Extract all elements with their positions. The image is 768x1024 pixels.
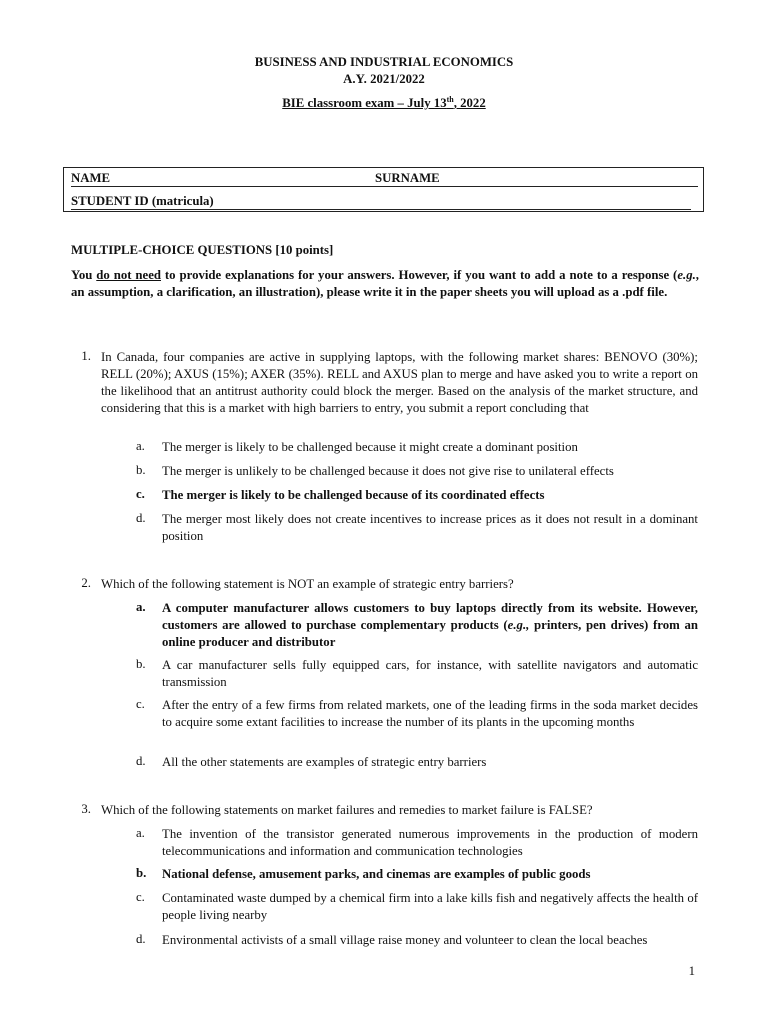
option-text[interactable]: A car manufacturer sells fully equipped cars, for instance, with satellite navigators and automatic transmission (162, 658, 698, 689)
option-text-selected[interactable]: The merger is likely to be challenged because of its coordinated effects (162, 488, 545, 502)
option-letter: c. (136, 697, 145, 711)
option-text[interactable]: The invention of the transistor generated numerous improvements in the production of modern telecommunications and information and communication technologies (162, 827, 698, 858)
question-text: In Canada, four companies are active in supplying laptops, with the following market shares: BENOVO (30%); RELL (20%); AXUS (15%); AXER (35%). RELL and AXUS plan to merge and have asked you to write a report on the likelihood that an antitrust authority could block the merger. Based on the analysis of the market structure, and considering that this is a market with high barriers to entry, you submit a report concluding that (101, 350, 698, 415)
option-letter: a. (136, 826, 145, 840)
exam-title (0, 96, 768, 111)
option-text[interactable]: All the other statements are examples of strategic entry barriers (162, 755, 487, 769)
option-text-pre: A computer manufacturer allows customers to buy laptops directly from its website. However, customers are allowed to purchase complementary products ( (162, 601, 698, 632)
exam-title-sup: th (446, 95, 454, 104)
name-surname-line[interactable] (71, 186, 698, 187)
student-info-box (63, 167, 704, 212)
student-id-line[interactable] (71, 209, 691, 210)
exam-title-suffix: , 2022 (453, 96, 486, 110)
section-intro (71, 267, 699, 301)
question-number: 3. (81, 802, 91, 816)
option-text[interactable]: The merger most likely does not create incentives to increase prices as it does not result in a dominant position (162, 512, 698, 543)
option-letter: b. (136, 657, 146, 671)
surname-label: SURNAME (375, 171, 440, 185)
question-text: Which of the following statements on market failures and remedies to market failure is FALSE? (101, 803, 593, 817)
option-letter: c. (136, 890, 145, 904)
option-text[interactable]: Contaminated waste dumped by a chemical firm into a lake kills fish and negatively affects the health of people living nearby (162, 891, 698, 922)
option-text-eg: e.g., (507, 618, 530, 632)
academic-year: A.Y. 2021/2022 (343, 72, 425, 86)
intro-eg: e.g. (677, 268, 696, 282)
option-text-selected[interactable]: National defense, amusement parks, and cinemas are examples of public goods (162, 867, 591, 881)
option-text[interactable]: After the entry of a few firms from related markets, one of the leading firms in the soda market decides to acquire some extant facilities to increase the number of its plants in the upcoming months (162, 698, 698, 729)
name-label: NAME (71, 171, 111, 185)
option-letter: d. (136, 932, 146, 946)
option-text-selected[interactable] (162, 600, 698, 651)
option-letter: d. (136, 754, 146, 768)
page-number: 1 (688, 964, 695, 978)
intro-underlined: do not need (96, 268, 161, 282)
section-title: MULTIPLE-CHOICE QUESTIONS [10 points] (71, 243, 334, 257)
intro-post: to provide explanations for your answers. However, if you want to add a note to a response ( (161, 268, 678, 282)
option-letter: a. (136, 439, 145, 453)
option-text-post: printers, pen drives) from an online producer and distributor (162, 618, 698, 649)
question-text: Which of the following statement is NOT an example of strategic entry barriers? (101, 577, 514, 591)
course-title: BUSINESS AND INDUSTRIAL ECONOMICS (254, 55, 514, 69)
intro-pre: You (71, 268, 97, 282)
option-letter-selected: a. (136, 600, 146, 614)
option-letter: d. (136, 511, 146, 525)
option-text[interactable]: The merger is likely to be challenged because it might create a dominant position (162, 440, 578, 454)
option-letter-selected: b. (136, 866, 147, 880)
question-number: 2. (81, 576, 91, 590)
question-number: 1. (81, 349, 91, 363)
option-text[interactable]: The merger is unlikely to be challenged because it does not give rise to unilateral effects (162, 464, 614, 478)
option-text[interactable]: Environmental activists of a small village raise money and volunteer to clean the local beaches (162, 933, 648, 947)
student-id-label: STUDENT ID (matricula) (71, 194, 214, 208)
option-letter: b. (136, 463, 146, 477)
intro-end: , an assumption, a clarification, an illustration), please write it in the paper sheets you will upload as a .pdf file. (71, 268, 699, 299)
option-letter-selected: c. (136, 487, 145, 501)
exam-title-prefix: BIE classroom exam – July 13 (282, 96, 447, 110)
